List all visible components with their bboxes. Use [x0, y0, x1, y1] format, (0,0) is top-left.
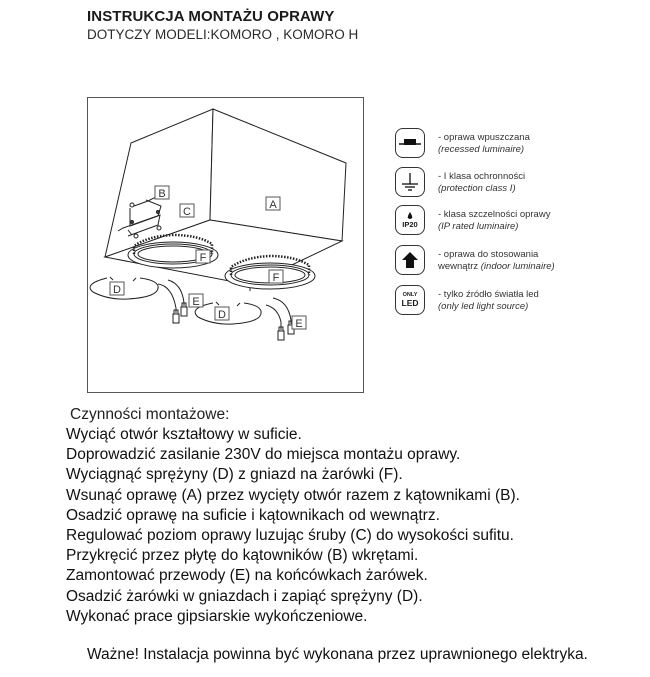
label-f1: F: [199, 252, 207, 264]
step-item: Osadzić oprawę na suficie i kątownikach od wewnątrz.: [66, 506, 440, 524]
step-item: Przykręcić przez płytę do kątowników (B) wkrętami.: [66, 547, 419, 565]
steps-heading: Czynności montażowe:: [70, 406, 230, 423]
only-label: ONLY: [402, 292, 418, 298]
legend-label-en: (only led light source): [438, 301, 529, 312]
led-label: LED: [401, 298, 419, 308]
legend-item-protection-class: [395, 167, 635, 199]
document-subtitle: DOTYCZY MODELI:KOMORO , KOMORO H: [87, 27, 359, 42]
indoor-house-icon: [395, 245, 425, 275]
installation-steps: [66, 405, 520, 627]
label-d1: D: [113, 284, 121, 296]
step-item: Wykonać prace gipsiarskie wykończeniowe.: [66, 607, 368, 625]
legend-item-indoor: [395, 245, 635, 277]
legend-label-en: (IP rated luminaire): [438, 221, 519, 232]
electrician-warning: Ważne! Instalacja powinna być wykonana przez uprawnionego elektryka.: [87, 646, 588, 663]
step-item: Zamontować przewody (E) na końcówkach żarówek.: [66, 567, 428, 585]
label-d2: D: [218, 309, 226, 321]
water-drop-icon: [407, 212, 413, 220]
wire-connector-2: [266, 298, 294, 340]
label-f2: F: [272, 272, 280, 284]
legend-label-pl: - oprawa wpuszczana: [438, 132, 530, 143]
legend-label-en: (recessed luminaire): [438, 144, 525, 155]
legend-item-only-led: [395, 285, 635, 317]
ground-protection-class-icon: [395, 167, 425, 197]
legend-label-en: (indoor luminaire): [480, 261, 555, 272]
housing-right-face: [210, 109, 346, 241]
luminaire-drawing: [88, 98, 365, 394]
only-led-icon: [395, 285, 425, 315]
document-title: INSTRUKCJA MONTAŻU OPRAWY: [87, 8, 335, 25]
step-item: Doprowadzić zasilanie 230V do miejsca montażu oprawy.: [66, 446, 461, 464]
recessed-luminaire-icon: [395, 128, 425, 158]
step-item: Wyciągnąć sprężyny (D) z gniazd na żarówki (F).: [66, 466, 403, 484]
legend-item-recessed: [395, 128, 635, 160]
legend-item-ip-rating: [395, 205, 635, 237]
legend-label-pl: - I klasa ochronności: [438, 171, 526, 182]
legend-label-pl: - tylko źródło światła led: [438, 289, 539, 300]
legend-label-pl: - klasa szczelności oprawy: [438, 209, 551, 220]
step-item: Wyciąć otwór kształtowy w suficie.: [66, 426, 302, 443]
legend-label-en: (protection class I): [438, 183, 516, 194]
ip20-label: IP20: [402, 219, 418, 229]
label-a: A: [269, 199, 277, 211]
legend-label-pl-2: wewnątrz: [438, 261, 479, 272]
ip20-icon: [395, 205, 425, 235]
step-item: Osadzić żarówki w gniazdach i zapiąć sprężyny (D).: [66, 587, 423, 605]
label-e1: E: [192, 296, 200, 308]
label-e2: E: [295, 318, 303, 330]
label-c: C: [183, 206, 191, 218]
label-b: B: [158, 188, 166, 200]
legend-label-pl: - oprawa do stosowania: [438, 249, 539, 260]
wire-connector-1: [158, 280, 187, 323]
step-item: Wsunąć oprawę (A) przez wycięty otwór razem z kątownikami (B).: [66, 486, 520, 504]
step-item: Regulować poziom oprawy luzując śruby (C) do wysokości sufitu.: [66, 527, 514, 545]
installation-diagram: [87, 97, 364, 393]
